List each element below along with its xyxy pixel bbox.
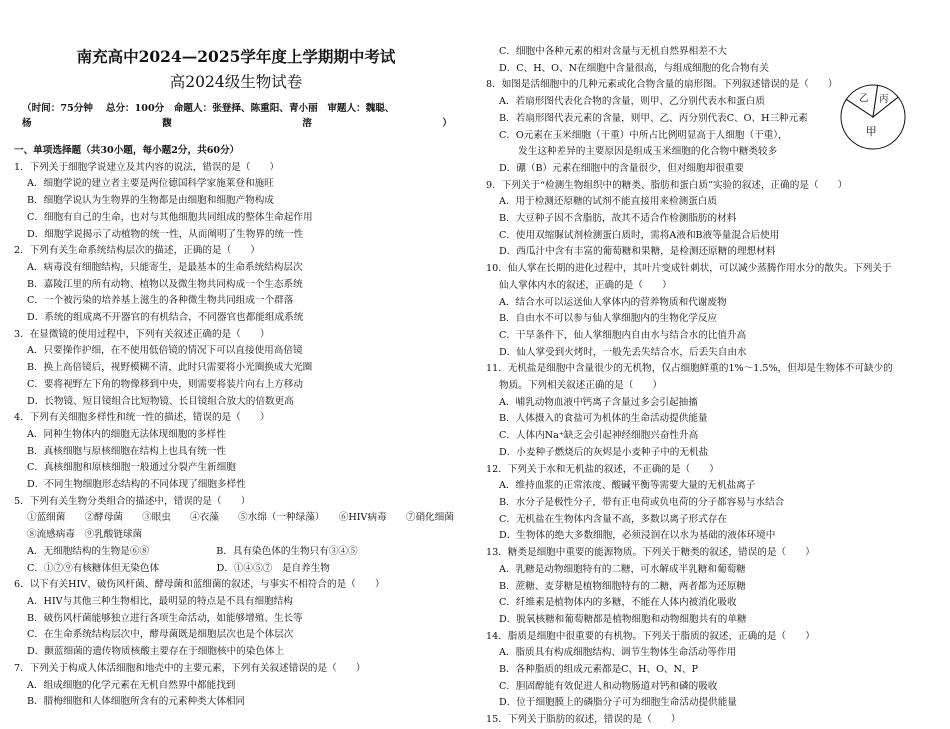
option-line: A．HIV与其他三种生物相比，最明显的特点是不具有细胞结构 bbox=[27, 595, 293, 607]
pie-chart-figure bbox=[838, 82, 908, 152]
option-line: B．若扇形图代表元素的含量，则甲、乙、丙分别代表C、O、H三种元素 bbox=[499, 112, 808, 124]
option-line: B．腊梅细胞和人体细胞所含有的元素种类大体相同 bbox=[27, 696, 246, 708]
option-line: D．仙人掌受到火烤时，一般先丢失结合水，后丢失自由水 bbox=[499, 346, 747, 358]
question-line: 15．下列关于脂肪的叙述，错误的是（ ） bbox=[486, 714, 681, 726]
option-line: C．胆固醇能有效促进人和动物肠道对钙和磷的吸收 bbox=[499, 680, 718, 692]
question-line: 1．下列关于细胞学说建立及其内容的说法，错误的是（ ） bbox=[14, 161, 280, 173]
option-line: A．同种生物体内的细胞无法体现细胞的多样性 bbox=[27, 428, 226, 440]
question-line: 9．下列关于“检测生物组织中的糖类、脂肪和蛋白质”实验的叙述，正确的是（ ） bbox=[486, 179, 848, 191]
option-line: B．破伤风杆菌能够独立进行各项生命活动，如能够增殖、生长等 bbox=[27, 612, 303, 624]
question-line: 13．糖类是细胞中重要的能源物质。下列关于糖类的叙述，错误的是（ ） bbox=[486, 547, 815, 559]
option-line: B．大豆种子因不含脂肪，故其不适合作检测脂肪的材料 bbox=[499, 213, 737, 225]
option-line: B．嘉陵江里的所有动物、植物以及微生物共同构成一个生态系统 bbox=[27, 278, 303, 290]
option-line: B．换上高倍镜后，视野模糊不清，此时只需要将小光圈换成大光圈 bbox=[27, 362, 313, 374]
meta-name-part: ） bbox=[442, 118, 452, 129]
option-line: B．细胞学说认为生物界的生物都是由细胞和细胞产物构成 bbox=[27, 195, 274, 207]
question-line: 8．如图是活细胞中的几种元素或化合物含量的扇形图。下列叙述错误的是（ ） bbox=[486, 79, 838, 91]
option-line: A．结合水可以运送仙人掌体内的营养物质和代谢废物 bbox=[499, 296, 727, 308]
option-line: D．长物镜、短目镜组合比短物镜、长目镜组合放大的倍数更高 bbox=[27, 395, 294, 407]
option-line: D．脱氧核糖和葡萄糖都是植物细胞和动物细胞共有的单糖 bbox=[499, 613, 747, 625]
exam-subtitle: 高2024级生物试卷 bbox=[169, 73, 303, 91]
option-line: 仙人掌体内水的叙述，正确的是（ ） bbox=[499, 279, 672, 291]
option-line: B．各种脂质的组成元素都是C、H、O、N、P bbox=[499, 664, 698, 676]
question-line: 2．下列有关生命系统结构层次的描述，正确的是（ ） bbox=[14, 245, 260, 257]
question-line: 7．下列关于构成人体活细胞和地壳中的主要元素，下列有关叙述错误的是（ ） bbox=[14, 662, 366, 674]
question-line: 11．无机盐是细胞中含量很少的无机物，仅占细胞鲜重的1%～1.5%，但却是生物体不可缺少的 bbox=[486, 363, 893, 375]
option-line: D．C、H、O、N在细胞中含量很高，与组成细胞的化合物有关 bbox=[499, 62, 769, 74]
question-line: 3．在显微镜的使用过程中，下列有关叙述正确的是（ ） bbox=[14, 328, 270, 340]
option-line: C．在生命系统结构层次中，酵母菌既是细胞层次也是个体层次 bbox=[27, 629, 294, 641]
meta-name-part: 杨 bbox=[22, 118, 32, 129]
exam-title: 南充高中2024—2025学年度上学期期中考试 bbox=[76, 47, 396, 66]
option-line: A．无细胞结构的生物是⑥⑧ B．具有染色体的生物只有③④⑤ bbox=[27, 545, 358, 557]
option-line: A．哺乳动物血液中钙离子含量过多会引起抽搐 bbox=[499, 396, 698, 408]
option-line: A．组成细胞的化学元素在无机自然界中都能找到 bbox=[27, 679, 236, 691]
option-line: B．人体摄入的食盐可为机体的生命活动提供能量 bbox=[499, 413, 708, 425]
pie-label: 甲 bbox=[865, 124, 877, 138]
option-line: C．干旱条件下，仙人掌细胞内自由水与结合水的比值升高 bbox=[499, 329, 747, 341]
option-line: D．西瓜汁中含有丰富的葡萄糖和果糖，是检测还原糖的理想材料 bbox=[499, 246, 776, 258]
pie-label: 乙 bbox=[859, 92, 869, 104]
option-line: C．①⑦⑨有核糖体但无染色体 D．①④⑤⑦ 是自养生物 bbox=[27, 562, 330, 574]
question-line: 5．下列有关生物分类组合的描述中，错误的是（ ） bbox=[14, 495, 251, 507]
option-line: C．细胞有自己的生命，也对与其他细胞共同组成的整体生命起作用 bbox=[27, 211, 313, 223]
option-line: C．要将视野左下角的物像移到中央，则需要将装片向右上方移动 bbox=[27, 378, 303, 390]
option-line: A．若扇形图代表化合物的含量，则甲、乙分别代表水和蛋白质 bbox=[499, 96, 765, 108]
option-line: A．维持血浆的正常浓度、酸碱平衡等需要大量的无机盐离子 bbox=[499, 480, 756, 492]
option-line: A．乳糖是动物细胞特有的二糖，可水解成半乳糖和葡萄糖 bbox=[499, 563, 746, 575]
question-line: 6．以下有关HIV、破伤风杆菌、酵母菌和蓝细菌的叙述，与事实不相符合的是（ ） bbox=[14, 579, 385, 591]
option-line: C．真核细胞和原核细胞一般通过分裂产生新细胞 bbox=[27, 462, 236, 474]
option-line: D．系统的组成离不开器官的有机结合，不同器官也都能组成系统 bbox=[27, 312, 304, 324]
option-line: A．只要操作护细，在不使用低倍镜的情况下可以直接使用高倍镜 bbox=[27, 345, 303, 357]
option-line: B．水分子是极性分子，带有正电荷或负电荷的分子都容易与水结合 bbox=[499, 496, 785, 508]
option-line: D．位于细胞膜上的磷脂分子可为细胞生命活动提供能量 bbox=[499, 697, 737, 709]
option-line: C．无机盐在生物体内含量不高，多数以离子形式存在 bbox=[499, 513, 727, 525]
meta-line-2 bbox=[22, 116, 452, 131]
option-line: B．真核细胞与原核细胞在结构上也具有统一性 bbox=[27, 445, 226, 457]
left-column bbox=[14, 143, 472, 711]
option-line: C．O元素在玉米细胞（干重）中所占比例明显高于人细胞（干重）， bbox=[499, 129, 788, 141]
option-line: A．用于检测还原糖的试剂不能直接用来检测蛋白质 bbox=[499, 196, 717, 208]
question-line: 14．脂质是细胞中很重要的有机物。下列关于脂质的叙述，正确的是（ ） bbox=[486, 630, 815, 642]
option-line: 物质。下列相关叙述正确的是（ ） bbox=[499, 380, 663, 392]
section-heading: 一、单项选择题（共30小题，每小题2分，共60分） bbox=[14, 145, 240, 156]
option-line: C．一个被污染的培养基上滋生的各种微生物共同组成一个群落 bbox=[27, 295, 294, 307]
option-line: D．生物体的绝大多数细胞，必须浸润在以水为基础的液体环境中 bbox=[499, 530, 776, 542]
meta-line-1: （时间：75分钟 总分：100分 命题人：张登择、陈重阳、青小丽 审题人：魏聪、 bbox=[22, 103, 395, 114]
pie-label: 丙 bbox=[878, 93, 889, 105]
question-line: 4．下列有关细胞多样性和统一性的描述，错误的是（ ） bbox=[14, 412, 270, 424]
option-line: D．颤蓝细菌的遗传物质核酸主要存在于细胞核中的染色体上 bbox=[27, 646, 285, 658]
meta-name-part: 溶 bbox=[302, 118, 312, 129]
option-line: C．细胞中各种元素的相对含量与无机自然界相差不大 bbox=[499, 46, 727, 57]
exam-meta bbox=[22, 101, 462, 131]
meta-name-part: 馥 bbox=[162, 118, 172, 129]
option-line: A．病毒没有细胞结构，只能寄生，是最基本的生命系统结构层次 bbox=[27, 261, 303, 273]
option-line: A．细胞学说的建立者主要是两位德国科学家施莱登和施旺 bbox=[27, 178, 274, 190]
option-line: ①蓝细菌 ②酵母菌 ③眼虫 ④衣藻 ⑤水绵（一种绿藻） ⑥HIV病毒 ⑦硝化细菌 bbox=[27, 512, 454, 524]
option-line: ⑧流感病毒 ⑨乳酸链球菌 bbox=[27, 529, 143, 541]
option-line: C．人体内Na⁺缺乏会引起神经细胞兴奋性升高 bbox=[499, 430, 699, 442]
question-line: 10．仙人掌在长期的进化过程中，其叶片变成针刺状，可以减少蒸腾作用水分的散失。下列关于 bbox=[486, 263, 892, 275]
option-line: D．不同生物细胞形态结构的不同体现了细胞多样性 bbox=[27, 479, 246, 491]
option-line: B．蔗糖、麦芽糖是植物细胞特有的二糖，两者都为还原糖 bbox=[499, 580, 746, 592]
option-line: 发生这种差异的主要原因是组成玉米细胞的化合物中糖类较多 bbox=[499, 146, 778, 158]
option-line: C．纤维素是植物体内的多糖，不能在人体内被消化吸收 bbox=[499, 597, 737, 609]
question-line: 12．下列关于水和无机盐的叙述，不正确的是（ ） bbox=[486, 463, 719, 475]
option-line: D．小麦种子燃烧后的灰烬是小麦种子中的无机盐 bbox=[499, 446, 709, 458]
option-line: D．细胞学说揭示了动植物的统一性，从而阐明了生物界的统一性 bbox=[27, 228, 304, 240]
option-line: A．脂质具有构成细胞结构、调节生物体生命活动等作用 bbox=[499, 647, 737, 659]
option-line: B．自由水不可以参与仙人掌细胞内的生物化学反应 bbox=[499, 313, 718, 325]
option-line: D．硼（B）元素在细胞中的含量很少，但对细胞却很重要 bbox=[499, 162, 744, 174]
option-line: C．使用双缩脲试剂检测蛋白质时，需将A液和B液等量混合后使用 bbox=[499, 229, 780, 241]
